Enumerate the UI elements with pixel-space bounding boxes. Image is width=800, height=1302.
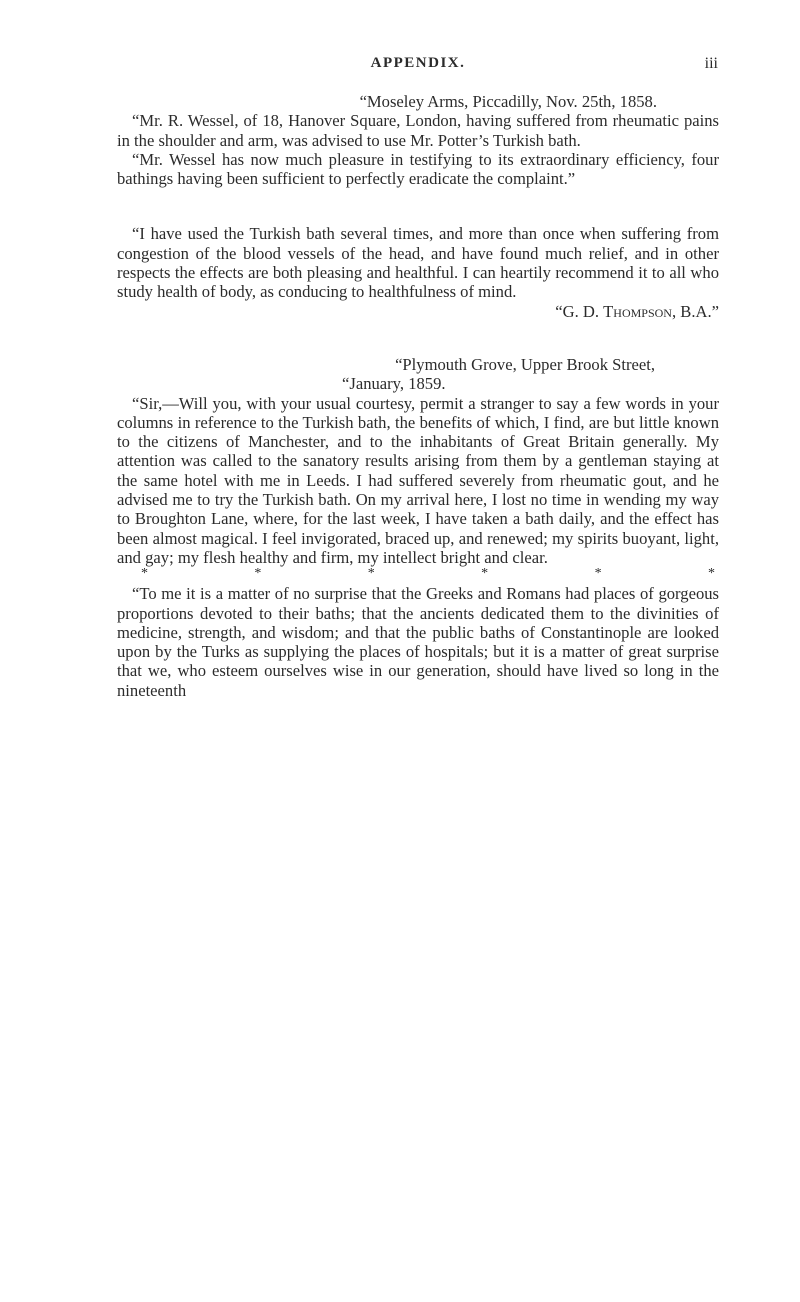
page-body [117,92,719,700]
star-ornament: * [707,566,715,582]
letter-paragraph: “Mr. Wessel has now much pleasure in testifying to its extraordinary efficiency, four bathings having been sufficient to perfectly eradicate the complaint.” [117,149,719,189]
section-gap [117,188,719,224]
letter-signature [117,302,719,321]
ornament-stars [117,567,719,584]
signature-name: Thompson [603,301,672,321]
signature-suffix: , B.A.” [671,301,719,321]
star-ornament: * [367,566,375,582]
star-ornament: * [481,566,489,582]
letter-paragraph: “I have used the Turkish bath several times, and more than once when suffering from congestion of the blood vessels of the head, and have found much relief, and in other respects the effects are both pleasing and healthful. I can heartily recommend it to all who study health of body, as conducing to healthfulness of mind. [117,224,719,302]
star-ornament: * [254,566,262,582]
star-ornament: * [594,566,602,582]
page-number: iii [704,55,718,72]
letter-paragraph: “Mr. R. Wessel, of 18, Hanover Square, London, having suffered from rheumatic pains in the shoulder and arm, was advised to use Mr. Potter’s Turkish bath. [117,111,719,150]
letter-address: “Plymouth Grove, Upper Brook Street, [395,354,655,374]
running-head [118,55,718,77]
letter-paragraph: “Sir,—Will you, with your usual courtesy, permit a stranger to say a few words in your columns in reference to the Turkish bath, the benefits of which, I find, are but little known to the citizens of Manchester, and to the inhabitants of Great Britain generally. My attention was called to the sanatory results arising from them by a gentleman staying at the same hotel with me in Leeds. I had suffered severely from rheumatic gout, and he advised me to try the Turkish bath. On my arrival here, I lost no time in wending my way to Broughton Lane, where, for the last week, I have taken a bath daily, and the effect has been almost magical. I feel invigorated, braced up, and renewed; my spirits buoyant, light, and gay; my flesh healthy and firm, my intellect bright and clear. [117,393,719,567]
letter-paragraph: “To me it is a matter of no surprise that the Greeks and Romans had places of gorgeous proportions devoted to their baths; that the ancients dedicated them to the divinities of medicine, strength, and wisdom; and that the public baths of Constantinople are looked upon by the Turks as supplying the places of hospitals; but it is a matter of great surprise that we, who esteem ourselves wise in our generation, should have lived so long in the nineteenth [117,584,719,700]
star-ornament: * [141,566,148,582]
running-title: APPENDIX. [370,55,466,71]
section-gap [117,321,719,355]
letter-date: “January, 1859. [342,374,446,394]
letter-dateline: “Moseley Arms, Piccadilly, Nov. 25th, 1858. [359,92,657,111]
signature-prefix: “G. D. [555,301,604,321]
